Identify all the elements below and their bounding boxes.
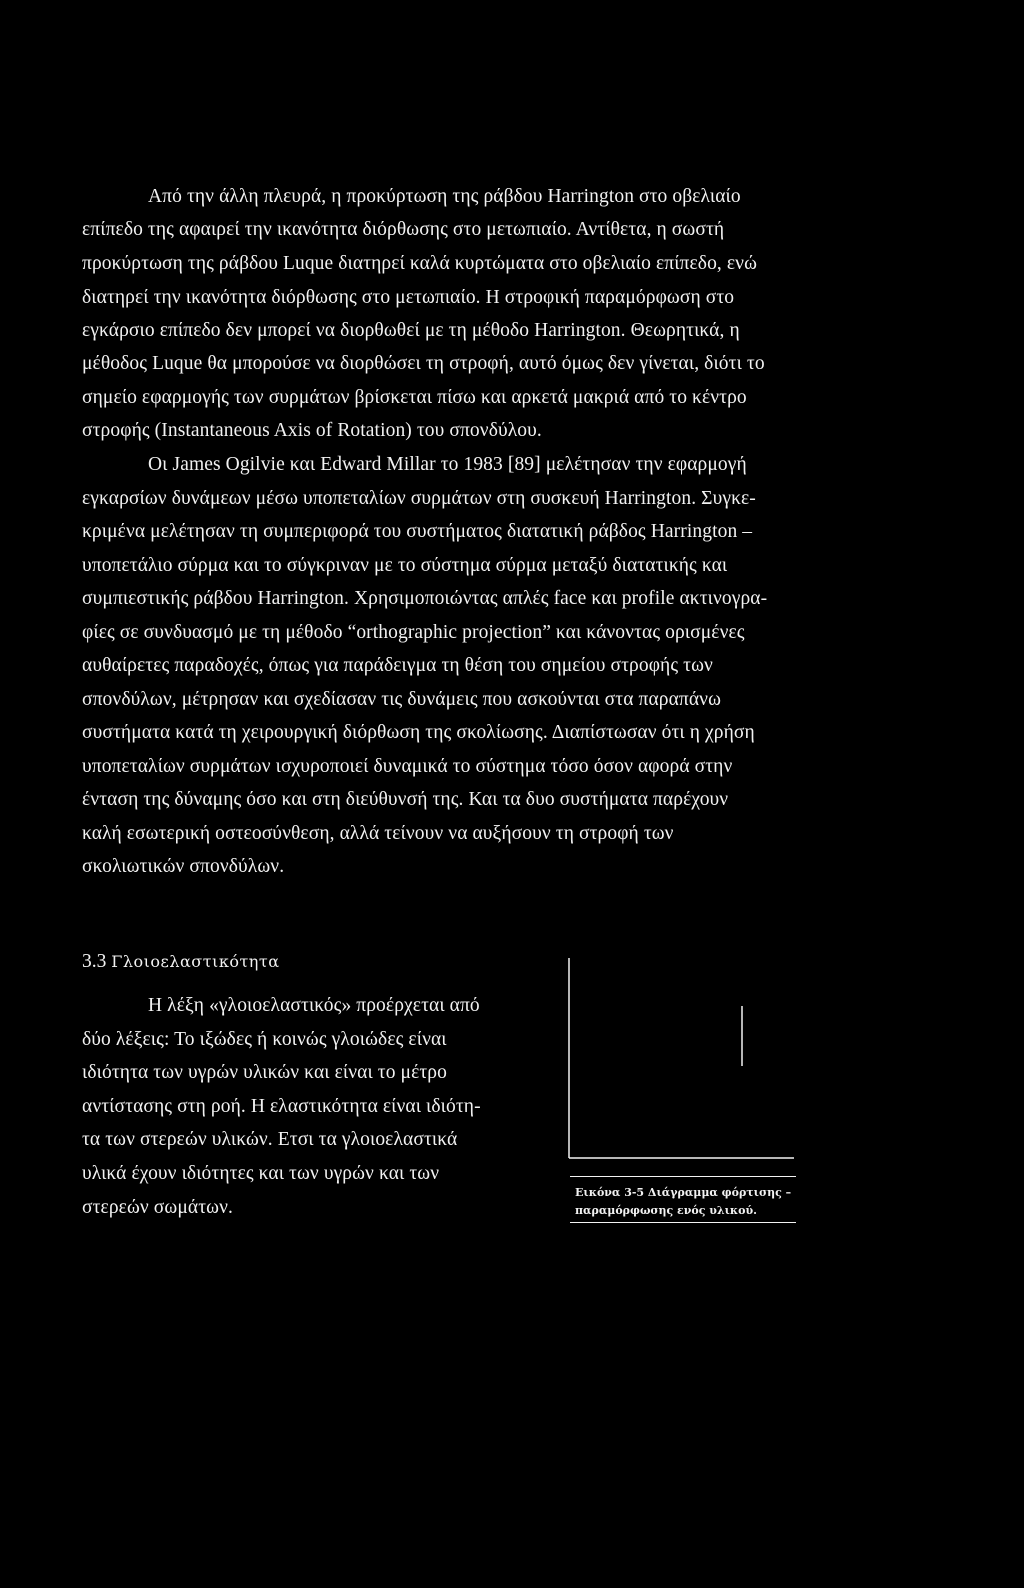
text-line: δύο λέξεις: Το ιξώδες ή κοινώς γλοιώδες είναι bbox=[82, 1029, 447, 1050]
section-number: 3.3 bbox=[82, 951, 107, 972]
text-line: υποπεταλίων συρμάτων ισχυροποιεί δυναμικά το σύστημα τόσο όσον αφορά στην bbox=[82, 756, 733, 777]
section-heading bbox=[82, 951, 280, 973]
figure-graphic bbox=[562, 958, 794, 1168]
text-line: φίες σε συνδυασμό με τη μέθοδο “orthographic projection” και κάνοντας ορισμένες bbox=[82, 622, 745, 643]
text-line: Η λέξη «γλοιοελαστικός» προέρχεται από bbox=[148, 995, 480, 1016]
text-line: τα των στερεών υλικών. Ετσι τα γλοιοελαστικά bbox=[82, 1129, 458, 1150]
section-title: Γλοιοελαστικότητα bbox=[111, 952, 280, 971]
text-line: καλή εσωτερική οστεοσύνθεση, αλλά τείνουν να αυξήσουν τη στροφή των bbox=[82, 823, 674, 844]
caption-top-rule bbox=[570, 1176, 796, 1177]
text-line: ιδιότητα των υγρών υλικών και είναι το μέτρο bbox=[82, 1062, 447, 1083]
text-line: συστήματα κατά τη χειρουργική διόρθωση της σκολίωσης. Διαπίστωσαν ότι η χρήση bbox=[82, 722, 755, 743]
text-line: ένταση της δύναμης όσο και στη διεύθυνσή της. Και τα δυο συστήματα παρέχουν bbox=[82, 789, 729, 810]
caption-bottom-rule bbox=[570, 1222, 796, 1223]
text-line: σημείο εφαρμογής των συρμάτων βρίσκεται πίσω και αρκετά μακριά από το κέντρο bbox=[82, 387, 747, 408]
text-line: στερεών σωμάτων. bbox=[82, 1197, 233, 1218]
text-line: Από την άλλη πλευρά, η προκύρτωση της ράβδου Harrington στο οβελιαίο bbox=[148, 186, 741, 207]
figure-load-deformation bbox=[562, 958, 794, 1168]
text-line: κριμένα μελέτησαν τη συμπεριφορά του συστήματος διατατική ράβδος Harrington – bbox=[82, 521, 753, 542]
text-line: μέθοδος Luque θα μπορούσε να διορθώσει τη στροφή, αυτό όμως δεν γίνεται, διότι το bbox=[82, 353, 765, 374]
text-line: υποπετάλιο σύρμα και το σύγκριναν με το σύστημα σύρμα μεταξύ διατατικής και bbox=[82, 555, 728, 576]
figure-caption-line-2: παραμόρφωσης ενός υλικού. bbox=[575, 1204, 757, 1217]
text-line: υλικά έχουν ιδιότητες και των υγρών και των bbox=[82, 1163, 440, 1184]
text-line: σκολιωτικών σπονδύλων. bbox=[82, 856, 285, 877]
text-line: επίπεδο της αφαιρεί την ικανότητα διόρθωσης στο μετωπιαίο. Αντίθετα, η σωστή bbox=[82, 219, 725, 240]
text-line: Οι James Ogilvie και Edward Millar το 1983 [89] μελέτησαν την εφαρμογή bbox=[148, 454, 747, 475]
text-line: στροφής (Instantaneous Axis of Rotation) του σπονδύλου. bbox=[82, 420, 542, 441]
figure-caption-line-1: Εικόνα 3-5 Διάγραμμα φόρτισης – bbox=[575, 1186, 792, 1199]
text-line: σπονδύλων, μέτρησαν και σχεδίασαν τις δυνάμεις που ασκούνται στα παραπάνω bbox=[82, 689, 722, 710]
text-line: εγκάρσιο επίπεδο δεν μπορεί να διορθωθεί με τη μέθοδο Harrington. Θεωρητικά, η bbox=[82, 320, 740, 341]
text-line: διατηρεί την ικανότητα διόρθωσης στο μετωπιαίο. Η στροφική παραμόρφωση στο bbox=[82, 287, 735, 308]
text-line: εγκαρσίων δυνάμεων μέσω υποπεταλίων συρμάτων στη συσκευή Harrington. Συγκε- bbox=[82, 488, 756, 509]
text-line: αντίστασης στη ροή. Η ελαστικότητα είναι ιδιότη- bbox=[82, 1096, 481, 1117]
text-line: προκύρτωση της ράβδου Luque διατηρεί καλά κυρτώματα στο οβελιαίο επίπεδο, ενώ bbox=[82, 253, 758, 274]
text-line: συμπιεστικής ράβδου Harrington. Χρησιμοποιώντας απλές face και profile ακτινογρα- bbox=[82, 588, 768, 609]
text-line: αυθαίρετες παραδοχές, όπως για παράδειγμα τη θέση του σημείου στροφής των bbox=[82, 655, 713, 676]
